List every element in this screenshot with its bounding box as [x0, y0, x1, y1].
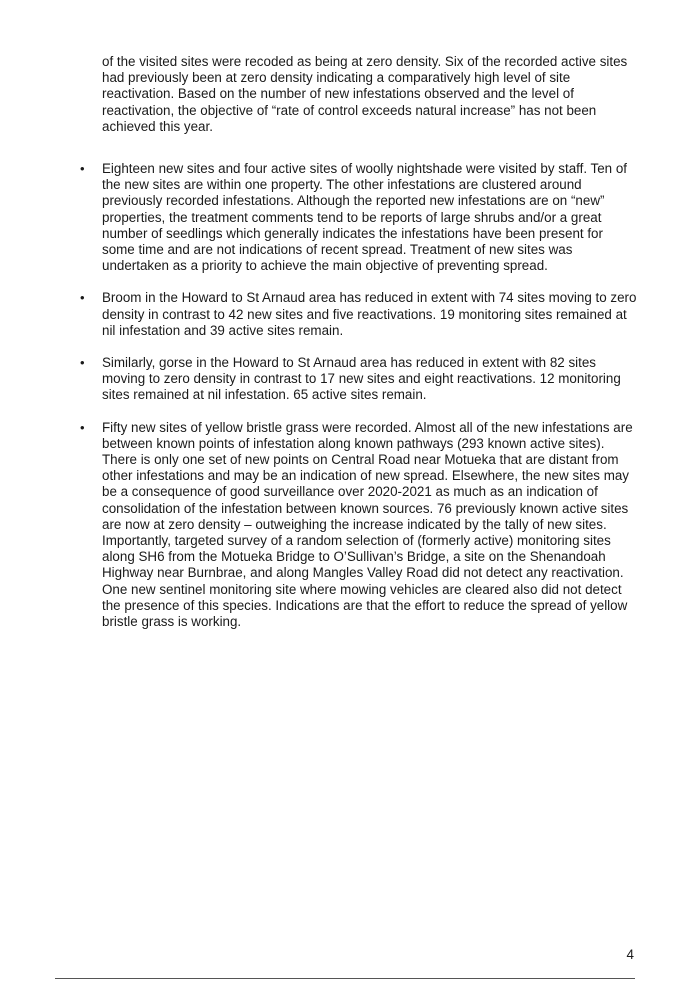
bullet-item-gorse — [80, 355, 638, 404]
bullet-text: Broom in the Howard to St Arnaud area has reduced in extent with 74 sites moving to zero density in contrast to 42 new sites and five reactivations. 19 monitoring sites remained at nil infestation and 39 active sites remain. — [102, 290, 637, 338]
bullet-item-broom — [80, 290, 638, 339]
bullet-text: Eighteen new sites and four active sites of woolly nightshade were visited by staff. Ten of the new sites are within one property. The other infestations are clustered around previously recorded infestations. Although the reported new infestations are on “new” properties, the treatment comments tend to be reports of large shrubs and/or a great number of seedlings which generally indicates the infestations have been present for some time and are not indications of recent spread. Treatment of new sites was undertaken as a priority to achieve the main objective of preventing spread. — [102, 161, 628, 274]
bullet-item-woolly-nightshade — [80, 161, 638, 274]
bullet-text: Similarly, gorse in the Howard to St Arnaud area has reduced in extent with 82 sites moving to zero density in contrast to 17 new sites and eight reactivations. 12 monitoring sites remained at nil infestation. 65 active sites remain. — [102, 355, 621, 403]
page-number: 4 — [626, 947, 634, 962]
bullet-text: Fifty new sites of yellow bristle grass were recorded. Almost all of the new infestations are between known points of infestation along known pathways (293 known active sites). There is only one set of new points on Central Road near Motueka that are distant from other infestations and may be an indication of new spread. Elsewhere, the new sites may be a consequence of good surveillance over 2020-2021 as much as an indication of consolidation of the infestation between known sources. 76 previously known active sites are now at zero density – outweighing the increase indicated by the tally of new sites. Importantly, targeted survey of a random selection of (formerly active) monitoring sites along SH6 from the Motueka Bridge to O’Sullivan’s Bridge, a site on the Shenandoah Highway near Burnbrae, and along Mangles Valley Road did not detect any reactivation. One new sentinel monitoring site where mowing vehicles are cleared also did not detect the presence of this species. Indications are that the effort to reduce the spread of yellow bristle grass is working. — [102, 419, 633, 630]
bullet-item-yellow-bristle-grass — [80, 419, 638, 631]
bullet-glyph: • — [80, 419, 85, 435]
document-body — [80, 54, 638, 646]
bullet-list — [80, 161, 638, 630]
continuation-paragraph: of the visited sites were recoded as being at zero density. Six of the recorded active sites had previously been at zero density indicating a comparatively high level of site reactivation. Based on the number of new infestations observed and the level of reactivation, the objective of “rate of control exceeds natural increase” has not been achieved this year. — [102, 54, 628, 134]
bullet-glyph: • — [80, 290, 85, 306]
bullet-glyph: • — [80, 161, 85, 177]
footer-divider — [55, 978, 635, 979]
bullet-glyph: • — [80, 355, 85, 371]
